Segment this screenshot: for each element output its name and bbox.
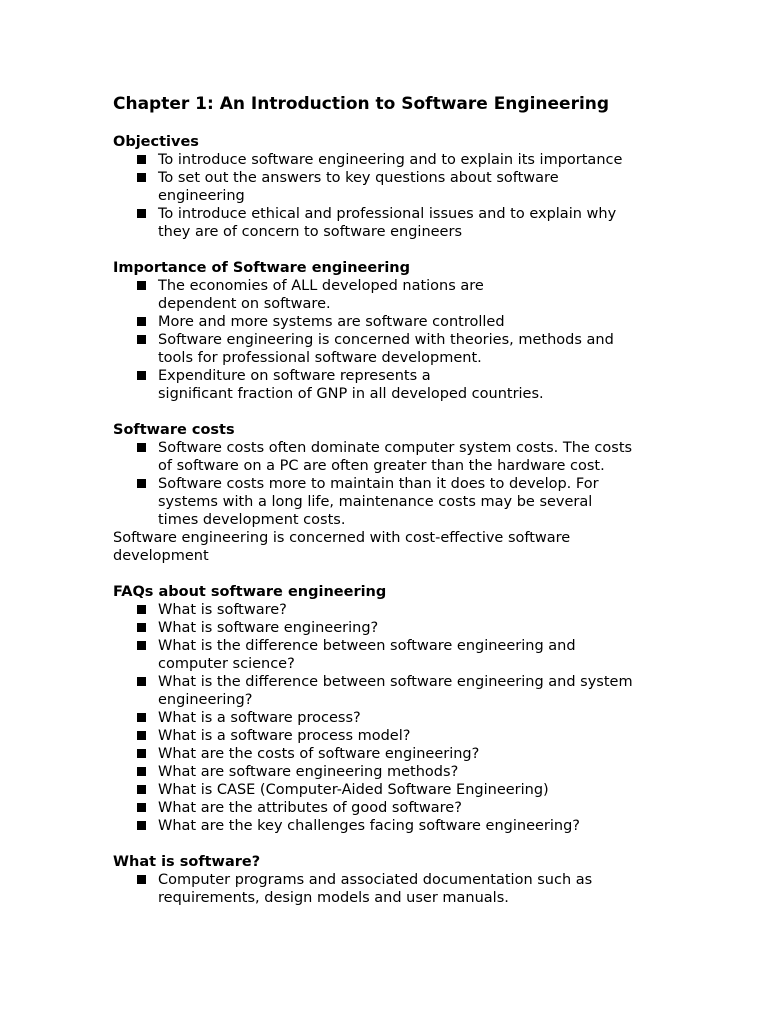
bullet-item [113, 277, 673, 313]
square-bullet-icon [137, 641, 146, 650]
bullet-text-line: Expenditure on software represents a [158, 368, 431, 384]
bullet-item [113, 673, 673, 709]
bullet-text-line: What is the difference between software engineering and system [158, 674, 633, 690]
square-bullet-icon [137, 605, 146, 614]
bullet-text-line: significant fraction of GNP in all developed countries. [158, 386, 544, 402]
bullet-item [113, 151, 673, 169]
bullet-item [113, 367, 673, 403]
bullet-text-line: tools for professional software development. [158, 350, 482, 366]
section-what-is-software [113, 853, 673, 907]
square-bullet-icon [137, 731, 146, 740]
bullet-item [113, 637, 673, 673]
bullet-item [113, 745, 673, 763]
bullet-text-line: What is the difference between software engineering and [158, 638, 576, 654]
square-bullet-icon [137, 785, 146, 794]
bullet-item [113, 619, 673, 637]
bullet-text-line: What is software? [158, 602, 287, 618]
bullet-text-line: they are of concern to software engineers [158, 224, 462, 240]
bullet-text-line: More and more systems are software controlled [158, 314, 505, 330]
paragraph-text-line: development [113, 548, 209, 564]
square-bullet-icon [137, 173, 146, 182]
square-bullet-icon [137, 335, 146, 344]
bullet-text-line: Software engineering is concerned with theories, methods and [158, 332, 614, 348]
paragraph-text-line: Software engineering is concerned with cost-effective software [113, 530, 571, 546]
section-heading: What is software? [113, 854, 261, 870]
section-faqs [113, 583, 673, 835]
bullet-text-line: To set out the answers to key questions about software [158, 170, 559, 186]
bullet-text-line: What is a software process? [158, 710, 361, 726]
bullet-item [113, 871, 673, 907]
section-importance [113, 259, 673, 403]
square-bullet-icon [137, 443, 146, 452]
chapter-title: Chapter 1: An Introduction to Software Engineering [113, 94, 610, 114]
square-bullet-icon [137, 317, 146, 326]
bullet-text-line: Computer programs and associated documentation such as [158, 872, 593, 888]
square-bullet-icon [137, 713, 146, 722]
bullet-item [113, 781, 673, 799]
cost-effective-note [113, 529, 673, 565]
bullet-item [113, 439, 673, 475]
bullet-text-line: times development costs. [158, 512, 346, 528]
square-bullet-icon [137, 209, 146, 218]
section-heading: Importance of Software engineering [113, 260, 411, 276]
bullet-item [113, 817, 673, 835]
bullet-item [113, 331, 673, 367]
bullet-item [113, 313, 673, 331]
bullet-text-line: To introduce software engineering and to explain its importance [158, 152, 623, 168]
section-objectives [113, 133, 673, 241]
bullet-text-line: Software costs more to maintain than it does to develop. For [158, 476, 599, 492]
bullet-list [113, 151, 673, 241]
section-software-costs [113, 421, 673, 565]
bullet-item [113, 799, 673, 817]
bullet-list [113, 439, 673, 529]
square-bullet-icon [137, 281, 146, 290]
bullet-text-line: computer science? [158, 656, 295, 672]
square-bullet-icon [137, 155, 146, 164]
bullet-item [113, 709, 673, 727]
bullet-item [113, 205, 673, 241]
square-bullet-icon [137, 821, 146, 830]
bullet-text-line: dependent on software. [158, 296, 331, 312]
bullet-text-line: requirements, design models and user manuals. [158, 890, 509, 906]
bullet-text-line: What are software engineering methods? [158, 764, 459, 780]
bullet-list [113, 871, 673, 907]
square-bullet-icon [137, 875, 146, 884]
bullet-text-line: What are the key challenges facing software engineering? [158, 818, 580, 834]
bullet-list [113, 601, 673, 835]
section-heading: Objectives [113, 134, 199, 150]
bullet-text-line: What is a software process model? [158, 728, 411, 744]
bullet-text-line: What is software engineering? [158, 620, 379, 636]
bullet-text-line: What are the costs of software engineering? [158, 746, 480, 762]
bullet-text-line: The economies of ALL developed nations are [158, 278, 484, 294]
square-bullet-icon [137, 803, 146, 812]
bullet-item [113, 763, 673, 781]
square-bullet-icon [137, 371, 146, 380]
bullet-item [113, 169, 673, 205]
bullet-item [113, 727, 673, 745]
bullet-text-line: engineering? [158, 692, 253, 708]
bullet-item [113, 475, 673, 529]
bullet-text-line: systems with a long life, maintenance costs may be several [158, 494, 593, 510]
section-heading: Software costs [113, 422, 235, 438]
square-bullet-icon [137, 767, 146, 776]
square-bullet-icon [137, 749, 146, 758]
bullet-item [113, 601, 673, 619]
document-page [113, 92, 673, 925]
bullet-text-line: engineering [158, 188, 245, 204]
bullet-list [113, 277, 673, 403]
square-bullet-icon [137, 623, 146, 632]
bullet-text-line: Software costs often dominate computer system costs. The costs [158, 440, 633, 456]
section-heading: FAQs about software engineering [113, 584, 387, 600]
square-bullet-icon [137, 677, 146, 686]
bullet-text-line: of software on a PC are often greater than the hardware cost. [158, 458, 605, 474]
bullet-text-line: What is CASE (Computer-Aided Software Engineering) [158, 782, 549, 798]
bullet-text-line: What are the attributes of good software? [158, 800, 462, 816]
square-bullet-icon [137, 479, 146, 488]
bullet-text-line: To introduce ethical and professional issues and to explain why [158, 206, 617, 222]
